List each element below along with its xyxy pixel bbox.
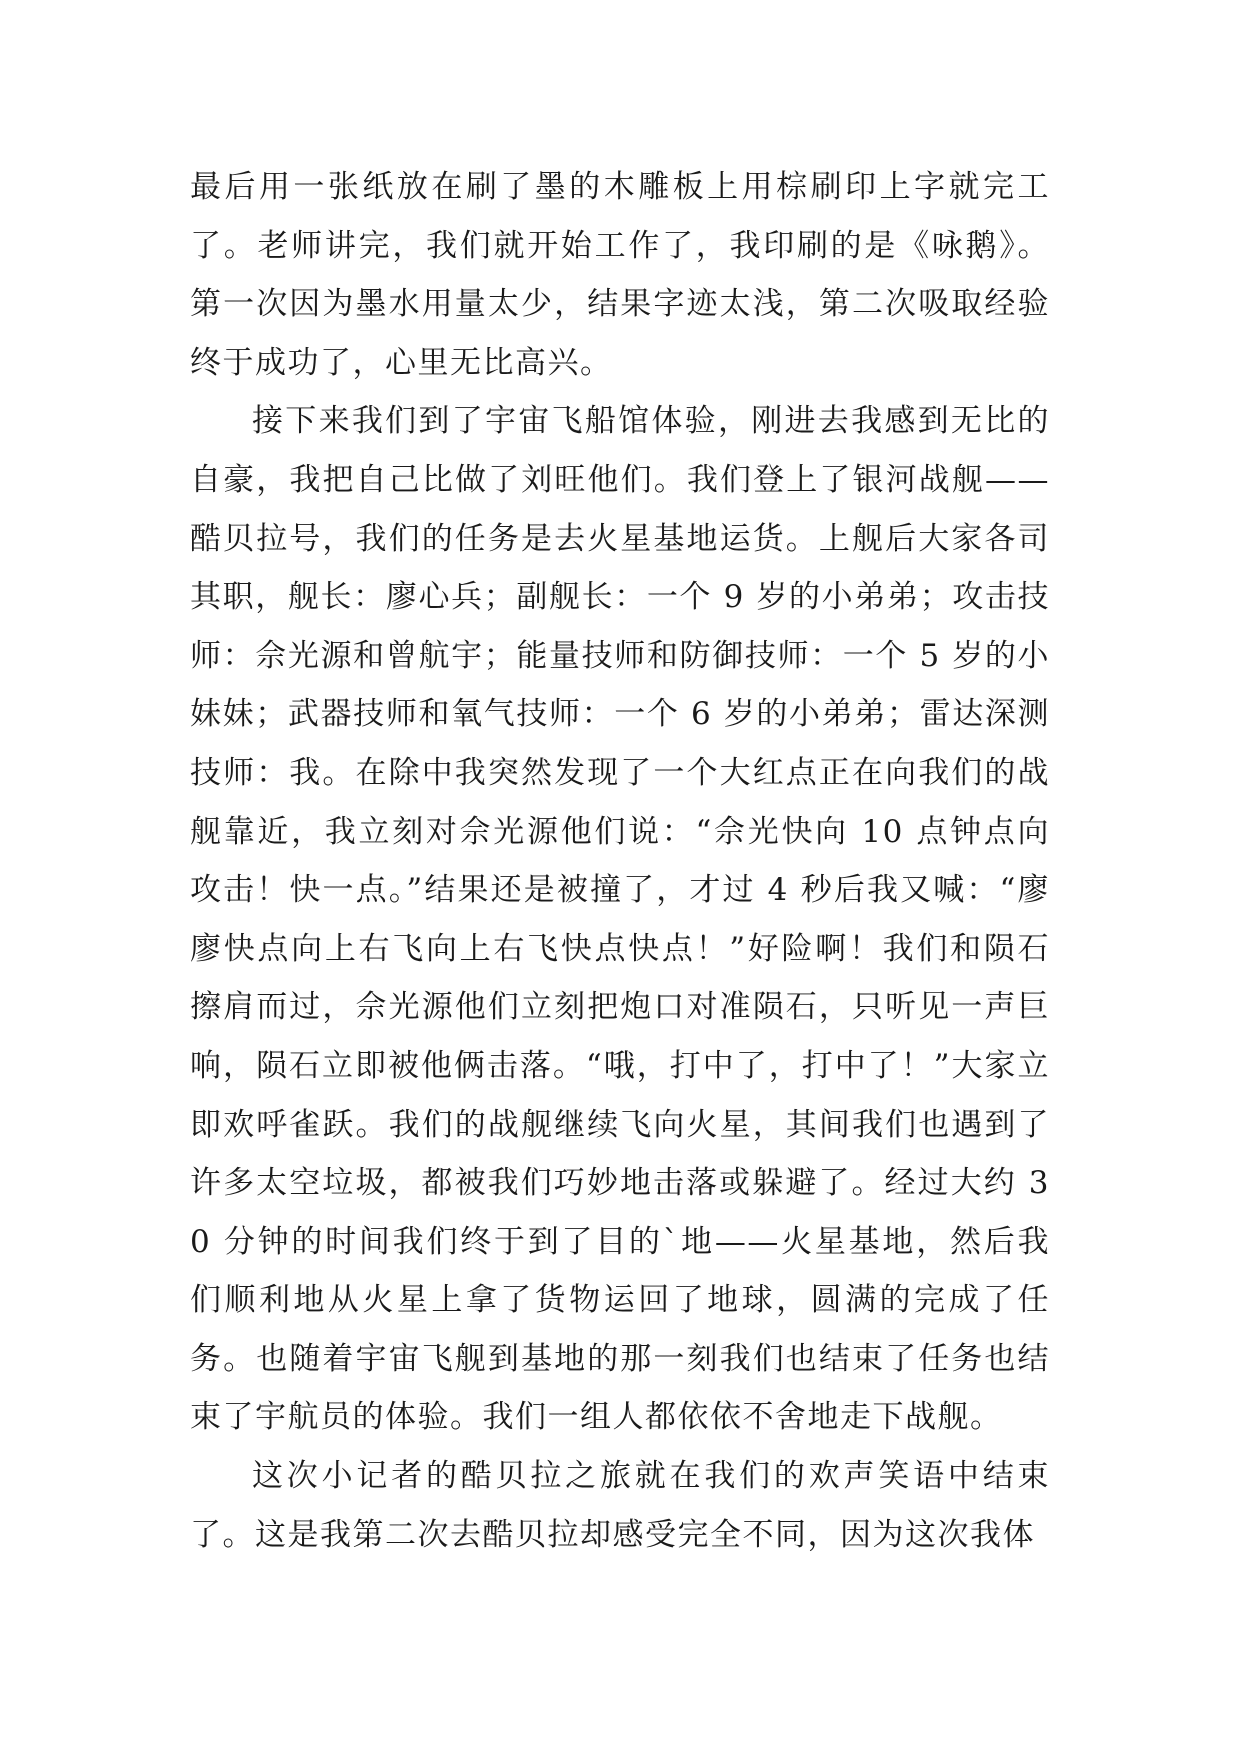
document-page — [190, 158, 1050, 1564]
paragraph-conclusion: 这次小记者的酷贝拉之旅就在我们的欢声笑语中结束了。这是我第二次去酷贝拉却感受完全不同，因为这次我体 — [190, 1458, 1050, 1553]
paragraph-continuation: 最后用一张纸放在刷了墨的木雕板上用棕刷印上字就完工了。老师讲完，我们就开始工作了，我印刷的是《咏鹅》。第一次因为墨水用量太少，结果字迹太浅，第二次吸取经验终于成功了，心里无比高兴。 — [190, 169, 1050, 381]
paragraph-spaceship-experience: 接下来我们到了宇宙飞船馆体验，刚进去我感到无比的自豪，我把自己比做了刘旺他们。我们登上了银河战舰——酷贝拉号，我们的任务是去火星基地运货。上舰后大家各司其职，舰长：廖心兵；副舰长：一个 9 岁的小弟弟；攻击技师：佘光源和曾航宇；能量技师和防御技师：一个 5 岁的小妹妹；武器技师和氧气技师：一个 6 岁的小弟弟；雷达深测技师：我。在除中我突然发现了一个大红点正在向我们的战舰靠近，我立刻对佘光源他们说：“佘光快向 10 点钟点向攻击！快一点。”结果还是被撞了，才过 4 秒后我又喊：“廖廖快点向上右飞向上右飞快点快点！”好险啊！我们和陨石擦肩而过，佘光源他们立刻把炮口对准陨石，只听见一声巨响，陨石立即被他俩击落。“哦，打中了，打中了！”大家立即欢呼雀跃。我们的战舰继续飞向火星，其间我们也遇到了许多太空垃圾，都被我们巧妙地击落或躲避了。经过大约 30 分钟的时间我们终于到了目的`地——火星基地，然后我们顺利地从火星上拿了货物运回了地球，圆满的完成了任务。也随着宇宙飞舰到基地的那一刻我们也结束了任务也结束了宇航员的体验。我们一组人都依依不舍地走下战舰。 — [190, 403, 1050, 1436]
